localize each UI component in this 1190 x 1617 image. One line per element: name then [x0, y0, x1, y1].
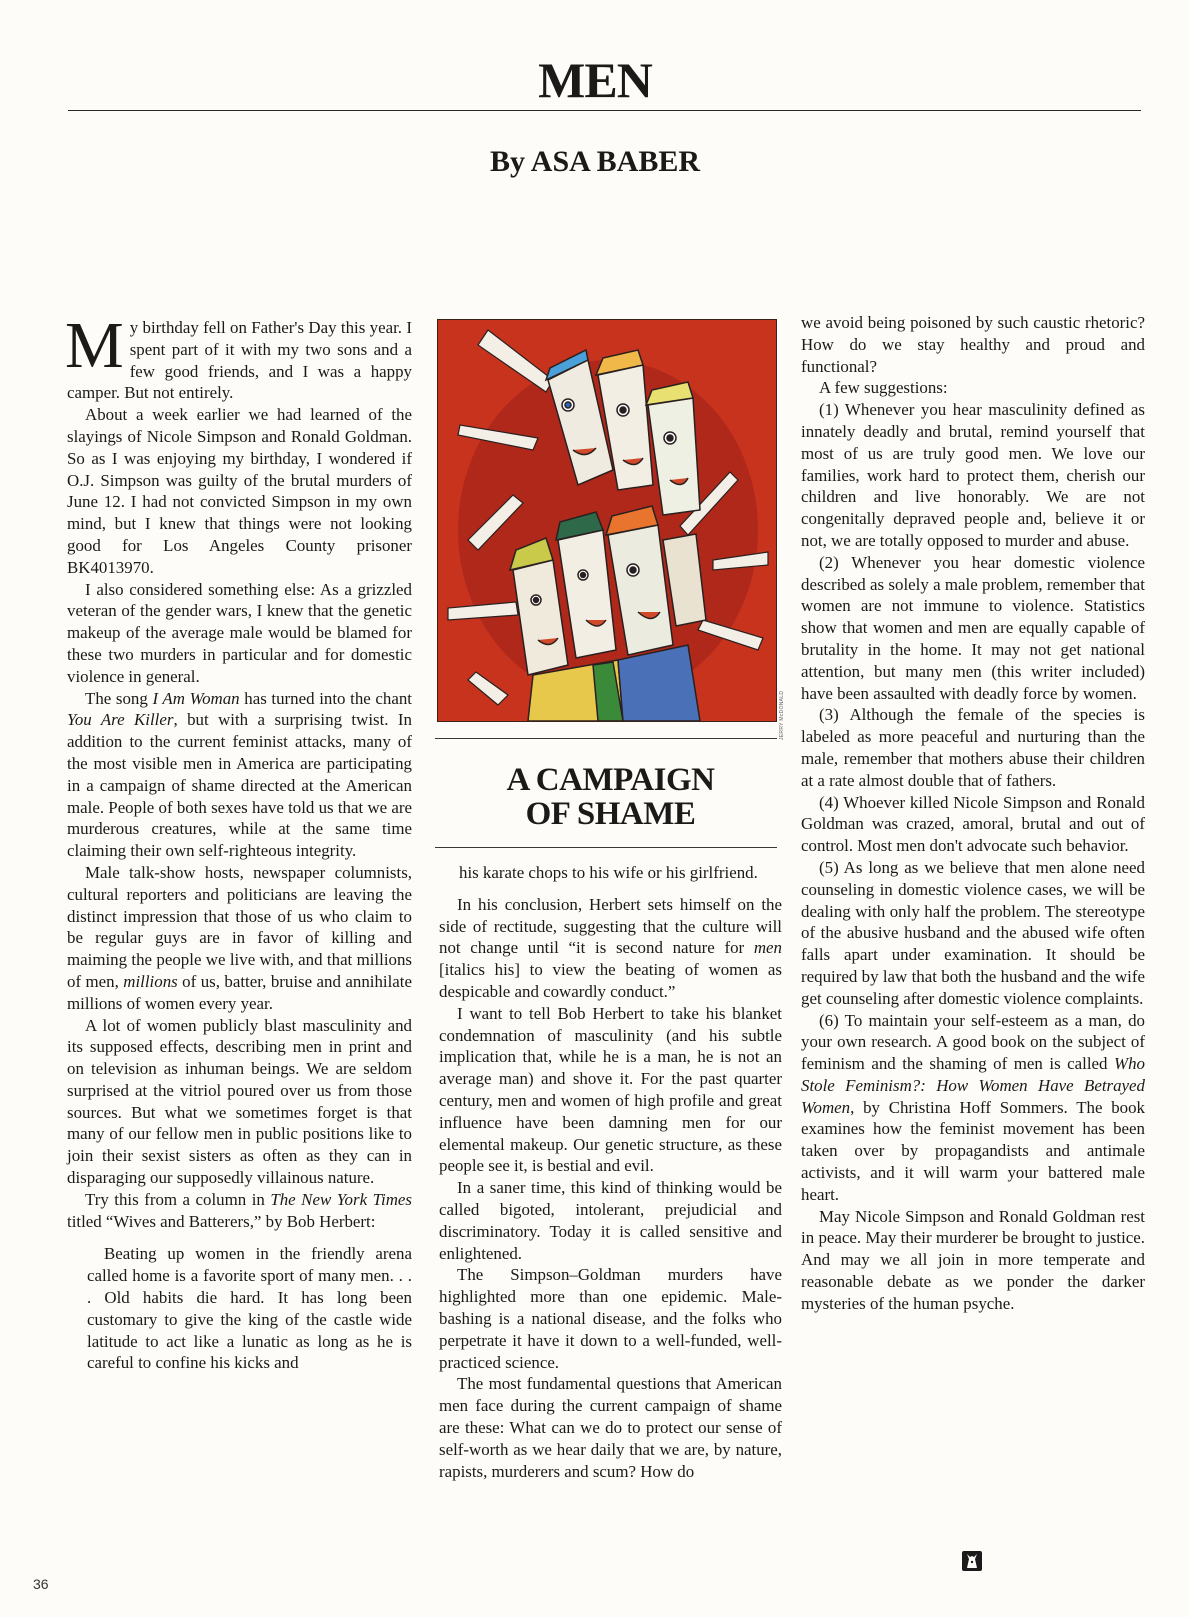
- paragraph: In a saner time, this kind of thinking would be called bigoted, intolerant, prejudicial and discriminatory. Today it is called sensitive and enlightened.: [439, 1178, 782, 1263]
- paragraph: A lot of women publicly blast masculinity and its supposed effects, describing men in print and on television as inhuman beings. We are seldom surprised at the vitriol poured over us from those sources. But what we sometimes forget is that many of our fellow men in public positions like to join their sexist sisters as often as they can in disparaging our supposedly villainous nature.: [67, 1015, 412, 1188]
- paragraph: (5) As long as we believe that men alone need counseling in domestic violence cases, we will be dealing with only half the problem. The stereotype of the abusive husband and the abused wife often falls apart under examination. It should be required by law that both the husband and the wife get counseling after domestic violence complaints.: [801, 857, 1145, 1008]
- section-rule-bottom: [435, 847, 777, 848]
- paragraph: (1) Whenever you hear masculinity defined as innately deadly and brutal, remind yourself that most of us are truly good men. We love our families, work hard to protect them, cherish our children and live honorably. We are not congenitally depraved people and, believe it or not, we are totally opposed to murder and abuse.: [801, 400, 1145, 550]
- article-column-3: [801, 312, 1145, 1315]
- quote-continuation: his karate chops to his wife or his girlfriend.: [459, 863, 758, 882]
- article-column-2: [439, 862, 782, 1482]
- page-number: 36: [33, 1576, 49, 1592]
- paragraph: About a week earlier we had learned of the slayings of Nicole Simpson and Ronald Goldman. So as I was enjoying my birthday, I wondered if O.J. Simpson was guilty of the brutal murders of June 12. I had not convicted Simpson in my own mind, but I knew that things were not looking good for Los Angeles County prisoner BK4013970.: [67, 405, 412, 577]
- block-quote: [87, 1243, 412, 1374]
- paragraph: (2) Whenever you hear domestic violence described as solely a male problem, remember that women are not immune to violence. Statistics show that women and men are equally capable of brutality in the home. It may not get national attention, but many men (this writer included) have been assaulted with deadly force by women.: [801, 552, 1145, 703]
- photo-credit: JERRY McDONALD: [779, 690, 785, 740]
- drop-cap: M: [65, 309, 124, 382]
- paragraph: I want to tell Bob Herbert to take his blanket condemnation of masculinity (and his subtle implication that, while he is a man, he is not an average man) and shove it. For the past quarter century, men and women of high profile and great influence have been damning men for our elemental makeup. Our genetic structure, as these people see it, is bestial and evil.: [439, 1003, 782, 1176]
- pointing-fingers-illustration: [438, 320, 776, 721]
- paragraph: I also considered something else: As a grizzled veteran of the gender wars, I knew that the genetic makeup of the average male would be blamed for these two murders in particular and for domestic violence in general.: [67, 579, 412, 686]
- title-rule: [68, 110, 1141, 111]
- byline: By ASA BABER: [489, 145, 701, 178]
- paragraph: The most fundamental questions that American men face during the current campaign of shame are these: What can we do to protect our sense of self-worth as we hear daily that we are, by nature, rapists, murderers and scum? How do: [439, 1374, 782, 1481]
- paragraph: The Simpson–Goldman murders have highlighted more than one epidemic. Male-bashing is a national disease, and the folks who perpetrate it have it down to a well-funded, well-practiced science.: [439, 1265, 782, 1372]
- section-title-line1: A CAMPAIGN: [506, 762, 715, 798]
- article-column-1: [65, 309, 412, 1374]
- paragraph: Male talk-show hosts, newspaper columnists, cultural reporters and politicians are leaving the distinct impression that those of us who claim to be regular guys are in favor of killing and maiming the people we live with, and that millions of men, millions of us, batter, bruise and annihilate millions of women every year.: [67, 862, 412, 1013]
- illustration: [437, 319, 777, 722]
- page-title: MEN: [538, 52, 652, 108]
- paragraph: (3) Although the female of the species is labeled as more peaceful and nurturing than the male, remember that mothers abuse their children at a rate almost double that of fathers.: [801, 705, 1145, 790]
- paragraph: The song I Am Woman has turned into the chant You Are Killer, but with a surprising twist. In addition to the current feminist attacks, many of the most visible men in America are participating in a campaign of shame directed at the American male. People of both sexes have told us that we are murderous creatures, while at the same time claiming their own self-righteous integrity.: [67, 688, 412, 861]
- paragraph: (6) To maintain your self-esteem as a man, do your own research. A good book on the subject of feminism and the shaming of men is called Who Stole Feminism?: How Women Have Betrayed Women, by Christina Hoff Sommers. The book examines how the feminist movement has been taken over by propagandists and antimale activists, and it will warm your battered male heart.: [801, 1010, 1145, 1204]
- quote-text: Beating up women in the friendly arena called home is a favorite sport of many men. . . . Old habits die hard. It has long been customary to give the king of the castle wide latitude to act like a lunatic as long as he is careful to confine his kicks and: [87, 1244, 412, 1373]
- paragraph: we avoid being poisoned by such caustic rhetoric? How do we stay healthy and proud and functional?: [801, 313, 1145, 376]
- paragraph: A few suggestions:: [819, 378, 948, 398]
- section-rule-top: [435, 738, 777, 739]
- paragraph: My birthday fell on Father's Day this year. I spent part of it with my two sons and a few good friends, and I was a happy camper. But not entirely.: [65, 309, 412, 403]
- paragraph: Try this from a column in The New York Times titled “Wives and Batterers,” by Bob Herbert:: [67, 1189, 412, 1231]
- paragraph: May Nicole Simpson and Ronald Goldman rest in peace. May their murderer be brought to justice. And may we all join in more temperate and reasonable debate as we ponder the darker mysteries of the human psyche.: [801, 1206, 1145, 1313]
- section-title-line2: OF SHAME: [525, 796, 696, 832]
- section-title: [439, 763, 782, 831]
- rabbit-head-icon: [962, 1551, 982, 1571]
- paragraph: (4) Whoever killed Nicole Simpson and Ronald Goldman was crazed, amoral, brutal and out of control. Most men don't advocate such behavior.: [801, 792, 1145, 856]
- paragraph: In his conclusion, Herbert sets himself on the side of rectitude, suggesting that the culture will not change until “it is second nature for men [italics his] to view the beating of women as despicable and cowardly conduct.”: [439, 894, 782, 1001]
